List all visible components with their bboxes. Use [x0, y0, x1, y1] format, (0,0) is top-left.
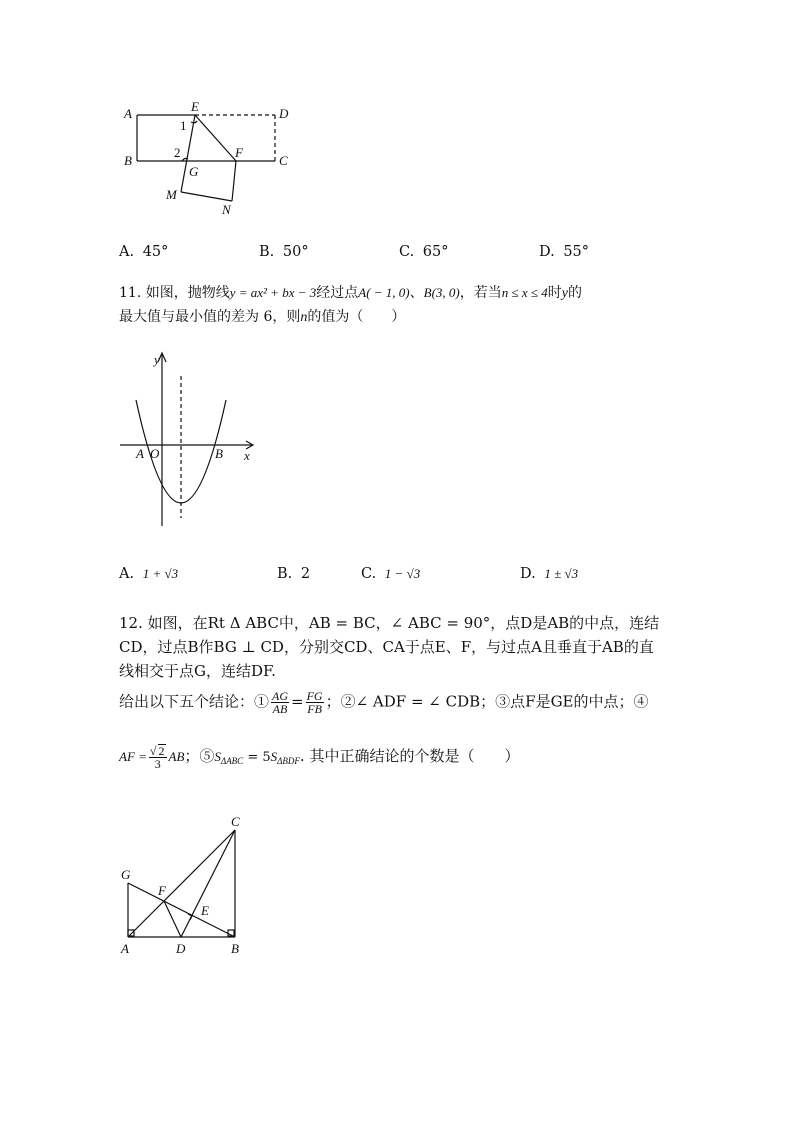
- label-A: A: [124, 106, 132, 121]
- label-G: G: [121, 867, 131, 882]
- label-y: y: [154, 352, 160, 367]
- label-F: F: [158, 883, 166, 898]
- q12-line-2: CD，过点B作BG ⊥ CD，分别交CD、CA于点E、F，与过点A且垂直于AB的直: [119, 638, 654, 656]
- label-M: M: [166, 187, 177, 202]
- q11-number: 11.: [119, 285, 142, 301]
- figure-rectangle-fold: [118, 98, 308, 220]
- q12-line-3: 线相交于点G，连结DF.: [119, 662, 276, 680]
- figure-right-triangle: [112, 810, 252, 960]
- label-A: A: [121, 941, 129, 956]
- q10-option-c[interactable]: C. 65°: [399, 244, 449, 260]
- fraction-fg-fb: $\frac{FG}{FB}$: [306, 689, 323, 716]
- q11-option-b[interactable]: B. 2: [277, 566, 311, 582]
- label-B: B: [215, 446, 223, 461]
- label-O: O: [150, 446, 160, 461]
- label-C: C: [231, 814, 240, 829]
- label-B: B: [124, 153, 132, 168]
- label-E: E: [201, 903, 209, 918]
- q10-option-a[interactable]: A. 45°: [119, 244, 169, 260]
- q11-option-c[interactable]: C. 1 − √3: [361, 566, 421, 582]
- parabola-formula: y = ax² + bx − 3: [229, 285, 317, 300]
- label-D: D: [279, 106, 289, 121]
- label-A: A: [136, 446, 144, 461]
- q12-line-1: 12. 如图，在Rt Δ ABC中，AB = BC，∠ ABC = 90°，点D是AB的中点，连结: [119, 614, 660, 632]
- label-G: G: [189, 164, 199, 179]
- label-1: 1: [180, 118, 187, 133]
- label-x: x: [244, 448, 250, 463]
- q11-option-a[interactable]: A. 1 + √3: [119, 566, 179, 582]
- label-C: C: [279, 153, 288, 168]
- q10-option-d[interactable]: D. 55°: [539, 244, 590, 260]
- fraction-ag-ab: $\frac{AG}{AB}$: [272, 689, 289, 716]
- label-E: E: [191, 99, 199, 114]
- label-F: F: [235, 145, 243, 160]
- q11-line-2: 最大值与最小值的差为 6，则n的值为（ ）: [119, 309, 406, 325]
- figure-parabola: [112, 346, 262, 531]
- q10-option-b[interactable]: B. 50°: [259, 244, 309, 260]
- label-D: D: [176, 941, 186, 956]
- q11-option-d[interactable]: D. 1 ± √3: [520, 566, 579, 582]
- q12-line-4: 给出以下五个结论：① $\frac{AG}{AB}$ = $\frac{FG}{FB}$ ；②∠ ADF = ∠ CDB；③点F是GE的中点；④: [119, 689, 649, 716]
- label-N: N: [222, 202, 231, 217]
- label-2: 2: [174, 145, 181, 160]
- label-B: B: [231, 941, 239, 956]
- q12-line-5: AF = $\frac{√ 2}{3}$ AB；$⑤S_{\Delta ABC} = 5S_{\Delta BDF}$. 其中正确结论的个数是（ ）: [119, 744, 520, 771]
- fraction-sqrt2-3: $\frac{√ 2}{3}$: [149, 744, 165, 771]
- q11-line-1: 11. 如图，抛物线y = ax² + bx − 3经过点A( − 1, 0)、B(3, 0)，若当n ≤ x ≤ 4时y的: [119, 285, 582, 301]
